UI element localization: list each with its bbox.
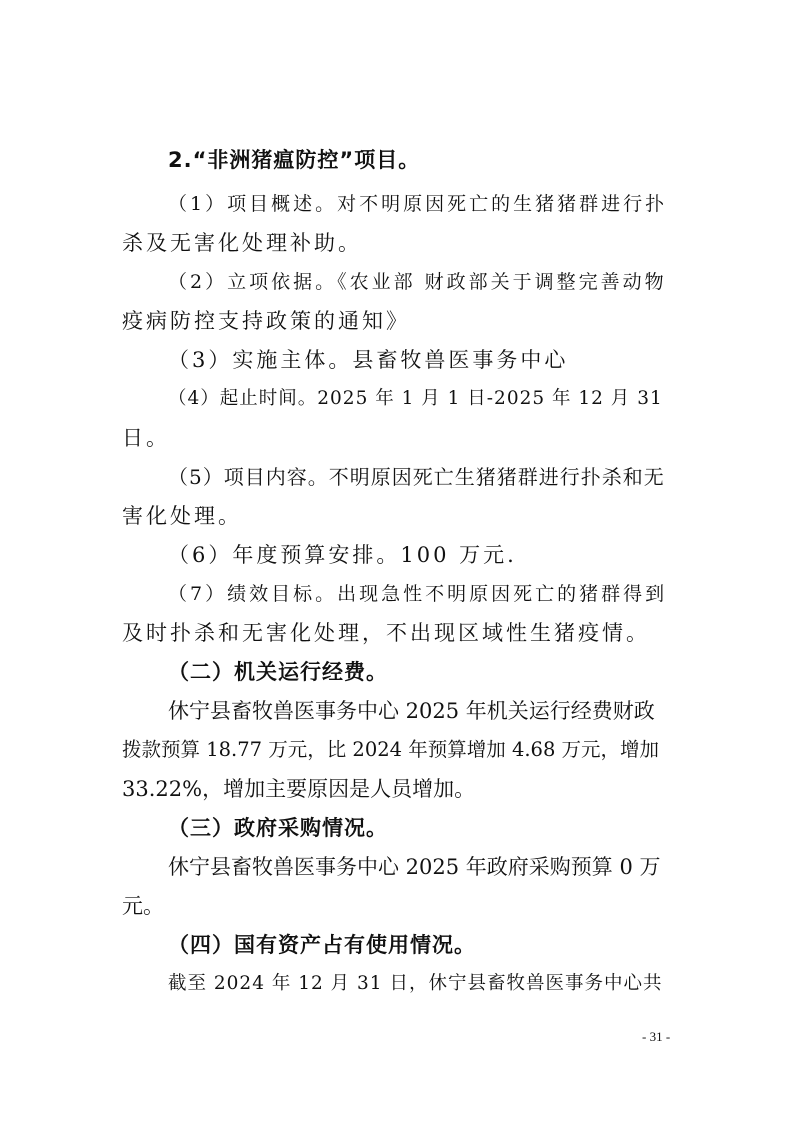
item6-line1: （6）年度预算安排。100 万元. (168, 543, 517, 567)
item7-line2: 及时扑杀和无害化处理，不出现区域性生猪疫情。 (122, 621, 650, 645)
item1-line1: （1）项目概述。对不明原因死亡的生猪猪群进行扑 (168, 193, 668, 215)
item4-line2: 日。 (122, 426, 170, 450)
procurement-line1: 休宁县畜牧兽医事务中心 2025 年政府采购预算 0 万 (168, 855, 661, 879)
section-heading-african-swine-fever: 2.“非洲猪瘟防控”项目。 (168, 148, 421, 172)
section-heading-operating-funds: （二）机关运行经费。 (168, 660, 388, 684)
procurement-line2: 元。 (122, 894, 164, 918)
item1-line2: 杀及无害化处理补助。 (122, 231, 362, 255)
operating-funds-line2: 拨款预算 18.77 万元，比 2024 年预算增加 4.68 万元，增加 (122, 738, 660, 761)
item5-line1: （5）项目内容。不明原因死亡生猪猪群进行扑杀和无 (168, 465, 665, 489)
operating-funds-line1: 休宁县畜牧兽医事务中心 2025 年机关运行经费财政 (168, 699, 655, 723)
section-heading-procurement: （三）政府采购情况。 (168, 816, 388, 840)
item5-line2: 害化处理。 (122, 504, 242, 528)
item4-line1: （4）起止时间。2025 年 1 月 1 日-2025 年 12 月 31 (168, 388, 663, 409)
state-assets-line1: 截至 2024 年 12 月 31 日，休宁县畜牧兽医事务中心共 (168, 973, 663, 994)
item3-line1: （3）实施主体。县畜牧兽医事务中心 (168, 348, 569, 372)
operating-funds-line3: 33.22%，增加主要原因是人员增加。 (122, 777, 476, 801)
section-heading-state-assets: （四）国有资产占有使用情况。 (168, 933, 476, 957)
item7-line1: （7）绩效目标。出现急性不明原因死亡的猪群得到 (168, 583, 668, 605)
item2-line1: （2）立项依据。《农业部 财政部关于调整完善动物 (168, 271, 667, 293)
item2-line2: 疫病防控支持政策的通知》 (122, 309, 410, 333)
page-number: - 31 - (642, 1029, 671, 1044)
